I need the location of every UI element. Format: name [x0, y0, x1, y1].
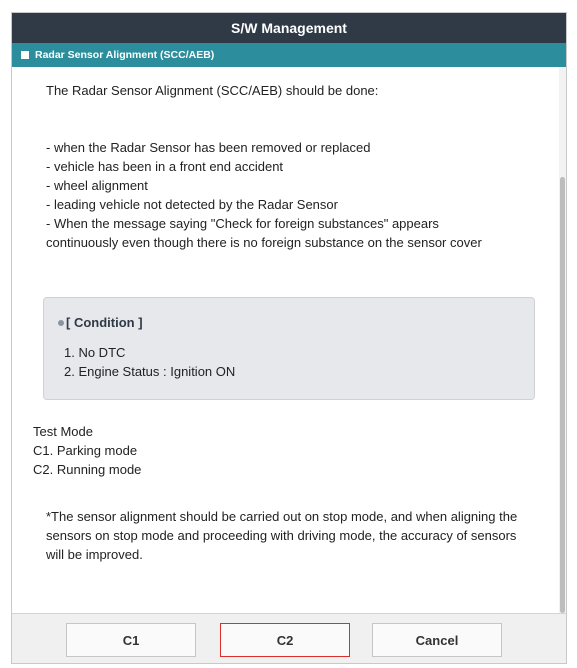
square-bullet-icon [21, 51, 29, 59]
vertical-scrollbar[interactable] [559, 67, 566, 613]
bullet-item: continuously even though there is no foreign substance on the sensor cover [46, 235, 482, 250]
note-text: *The sensor alignment should be carried out on stop mode, and when aligning the sensors on stop mode and proceeding with driving mode, the accuracy of sensors will be improved. [46, 509, 518, 562]
section-header-text: Radar Sensor Alignment (SCC/AEB) [35, 49, 215, 61]
content-area[interactable] [12, 67, 566, 613]
condition-title-text: [ Condition ] [66, 315, 143, 330]
dialog-title [12, 13, 566, 43]
condition-box [43, 297, 535, 400]
bullet-item: - When the message saying "Check for foreign substances" appears [46, 216, 439, 231]
section-header [12, 43, 566, 67]
scrollbar-thumb[interactable] [560, 177, 565, 613]
button-bar [12, 613, 566, 663]
dot-icon [58, 320, 64, 326]
test-mode-block [33, 422, 141, 479]
intro-text: The Radar Sensor Alignment (SCC/AEB) should be done: [46, 83, 379, 98]
condition-item: 1. No DTC [64, 345, 126, 360]
condition-title [58, 315, 143, 330]
bullet-item: - vehicle has been in a front end accident [46, 159, 284, 174]
c1-button[interactable]: C1 [66, 623, 196, 657]
bullet-item: - wheel alignment [46, 178, 148, 193]
test-mode-item: C2. Running mode [33, 462, 142, 477]
dialog-title-text: S/W Management [231, 20, 347, 36]
test-mode-title: Test Mode [33, 424, 93, 439]
condition-item: 2. Engine Status : Ignition ON [64, 364, 236, 379]
c2-button[interactable]: C2 [220, 623, 350, 657]
test-mode-item: C1. Parking mode [33, 443, 138, 458]
bullet-item: - when the Radar Sensor has been removed or replaced [46, 140, 371, 155]
condition-list [64, 343, 235, 381]
bullet-list [46, 138, 546, 252]
sw-management-dialog [11, 12, 567, 664]
bullet-item: - leading vehicle not detected by the Radar Sensor [46, 197, 338, 212]
cancel-button[interactable]: Cancel [372, 623, 502, 657]
